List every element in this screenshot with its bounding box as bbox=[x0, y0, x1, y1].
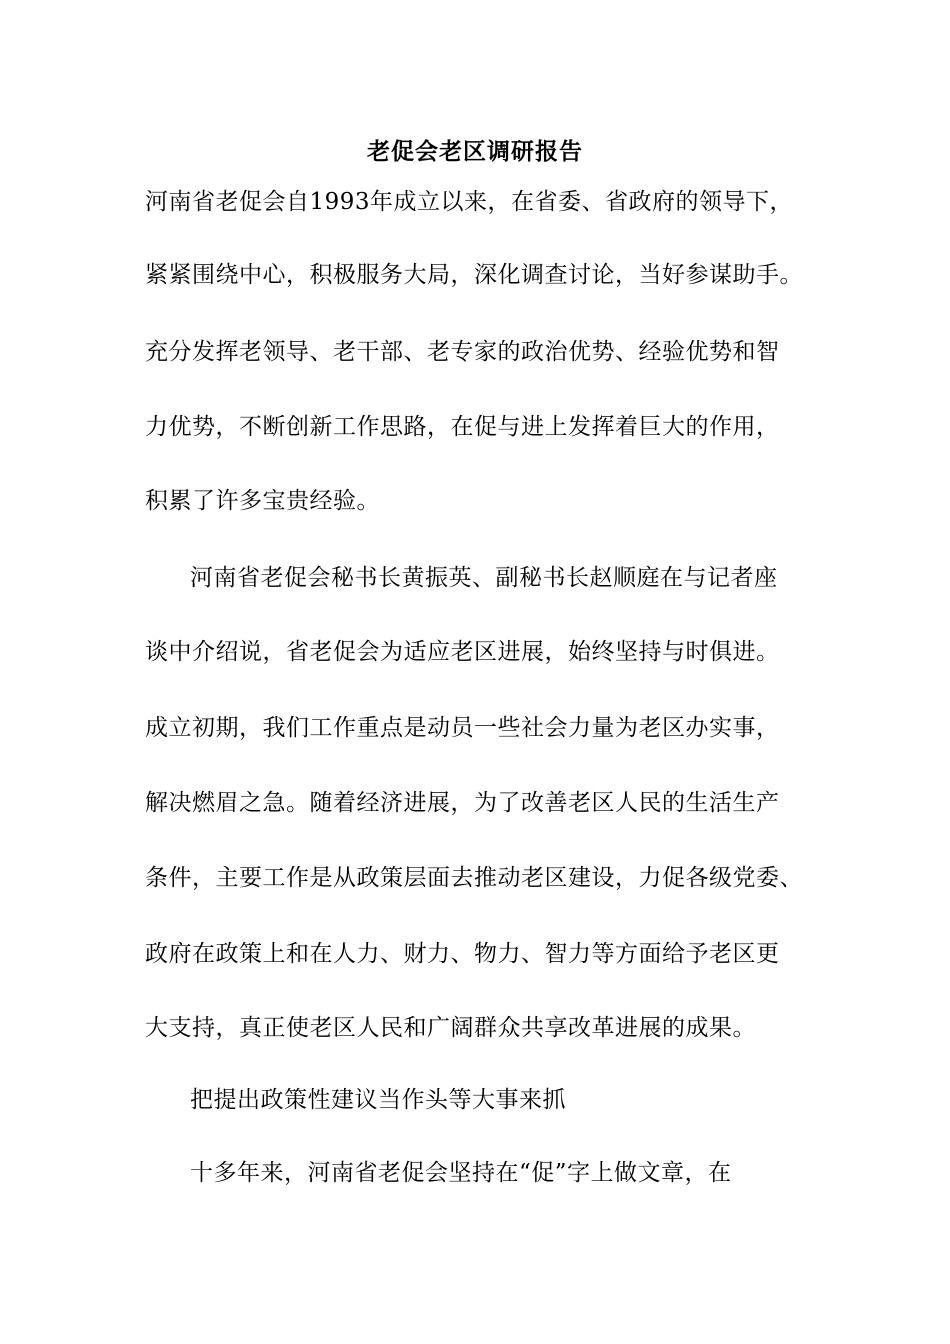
paragraph-line: 十多年来，河南省老促会坚持在“促”字上做文章，在 bbox=[190, 1160, 732, 1186]
paragraph-line: 河南省老促会秘书长黄振英、副秘书长赵顺庭在与记者座 bbox=[190, 565, 778, 591]
paragraph-line: 积累了许多宝贵经验。 bbox=[145, 488, 380, 514]
document-title: 老促会老区调研报告 bbox=[367, 138, 583, 165]
paragraph-line: 大支持，真正使老区人民和广阔群众共享改革进展的成果。 bbox=[145, 1015, 756, 1041]
paragraph-line: 力优势，不断创新工作思路，在促与进上发挥着巨大的作用， bbox=[145, 414, 780, 440]
paragraph-line: 解决燃眉之急。随着经济进展，为了改善老区人民的生活生产 bbox=[145, 790, 780, 816]
paragraph-line: 谈中介绍说，省老促会为适应老区进展，始终坚持与时俱进。 bbox=[145, 639, 780, 665]
paragraph-line: 条件，主要工作是从政策层面去推动老区建设，力促各级党委、 bbox=[145, 865, 803, 891]
section-heading: 把提出政策性建议当作头等大事来抓 bbox=[190, 1087, 566, 1113]
paragraph-line: 政府在政策上和在人力、财力、物力、智力等方面给予老区更 bbox=[145, 941, 780, 967]
paragraph-line: 河南省老促会自1993年成立以来，在省委、省政府的领导下， bbox=[145, 189, 794, 215]
paragraph-line: 紧紧围绕中心，积极服务大局，深化调查讨论，当好参谋助手。 bbox=[145, 262, 803, 288]
paragraph-line: 成立初期，我们工作重点是动员一些社会力量为老区办实事， bbox=[145, 715, 780, 741]
paragraph-line: 充分发挥老领导、老干部、老专家的政治优势、经验优势和智 bbox=[145, 339, 780, 365]
